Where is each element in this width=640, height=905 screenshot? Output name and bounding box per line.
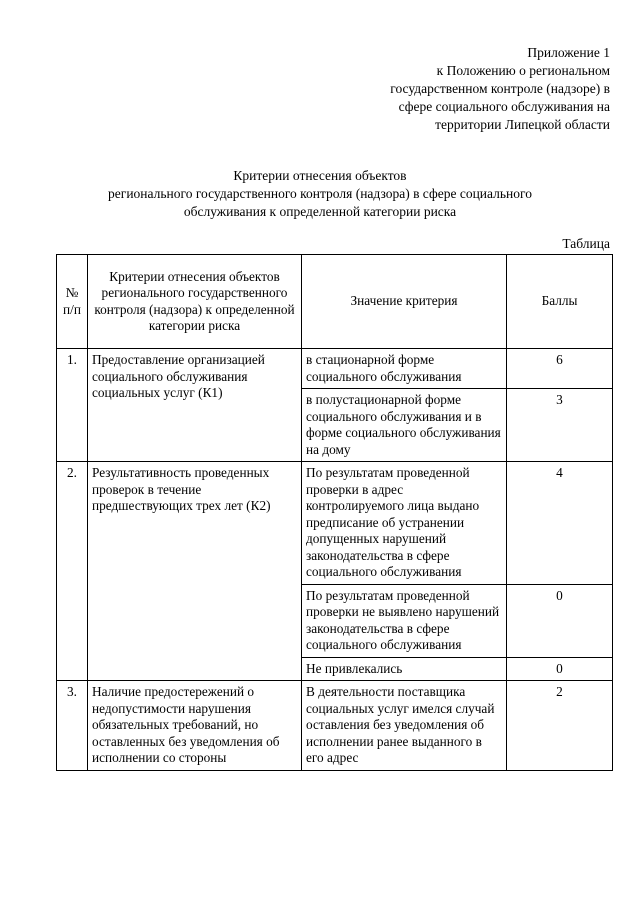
- header-num: № п/п: [57, 255, 88, 349]
- header-criteria: Критерии отнесения объектов регионального государственного контроля (надзора) к определенной категории риска: [88, 255, 302, 349]
- row-points: 6: [507, 349, 613, 389]
- row-value: По результатам проведенной проверки в адрес контролируемого лица выдано предписание об устранении допущенных нарушений законодательства в сфере социального обслуживания: [302, 462, 507, 585]
- document-title: [0, 167, 640, 221]
- table-header-row: [57, 255, 613, 349]
- table-row: [57, 462, 613, 585]
- row-num: 3.: [57, 681, 88, 771]
- table-row: [57, 349, 613, 389]
- row-points: 2: [507, 681, 613, 771]
- row-criterion: Наличие предостережений о недопустимости нарушения обязательных требований, но оставленных без уведомления об исполнении со стороны: [88, 681, 302, 771]
- appendix-line: сфере социального обслуживания на: [398, 99, 610, 114]
- row-value: Не привлекались: [302, 657, 507, 681]
- risk-criteria-table: [56, 254, 613, 771]
- appendix-header: [350, 44, 610, 134]
- row-value: В деятельности поставщика социальных услуг имелся случай оставления без уведомления об исполнении ранее выданного в его адрес: [302, 681, 507, 771]
- appendix-line: Приложение 1: [527, 45, 610, 60]
- title-line: Критерии отнесения объектов: [233, 168, 407, 183]
- appendix-line: территории Липецкой области: [435, 117, 610, 132]
- row-points: 4: [507, 462, 613, 585]
- row-value: в полустационарной форме социального обслуживания и в форме социального обслуживания на дому: [302, 389, 507, 462]
- row-points: 0: [507, 657, 613, 681]
- table-label: Таблица: [562, 236, 610, 251]
- row-points: 0: [507, 584, 613, 657]
- header-points: Баллы: [507, 255, 613, 349]
- row-num: 2.: [57, 462, 88, 681]
- row-criterion: Предоставление организацией социального обслуживания социальных услуг (К1): [88, 349, 302, 462]
- row-points: 3: [507, 389, 613, 462]
- title-line: обслуживания к определенной категории риска: [183, 204, 457, 219]
- appendix-line: к Положению о региональном: [436, 63, 610, 78]
- row-value: в стационарной форме социального обслуживания: [302, 349, 507, 389]
- table-row: [57, 681, 613, 771]
- appendix-line: государственном контроле (надзоре) в: [390, 81, 610, 96]
- row-criterion: Результативность проведенных проверок в течение предшествующих трех лет (К2): [88, 462, 302, 681]
- header-value: Значение критерия: [302, 255, 507, 349]
- row-value: По результатам проведенной проверки не выявлено нарушений законодательства в сфере социального обслуживания: [302, 584, 507, 657]
- row-num: 1.: [57, 349, 88, 462]
- title-line: регионального государственного контроля (надзора) в сфере социального: [108, 186, 532, 201]
